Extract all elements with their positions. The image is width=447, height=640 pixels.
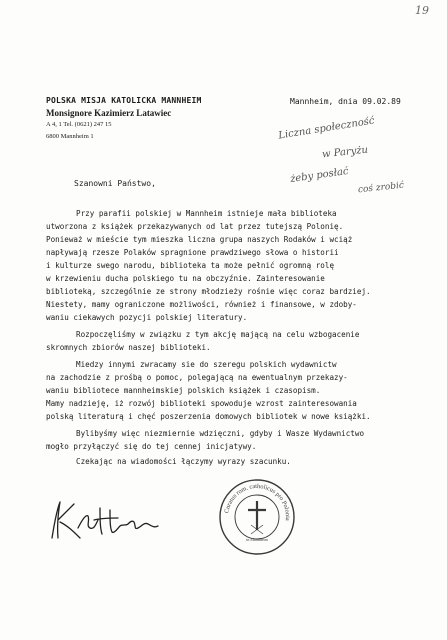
- body-line: Przy parafii polskiej w Mannheim istnieje mała biblioteka: [76, 209, 337, 218]
- handwritten-note-line: coś zrobić: [357, 180, 405, 196]
- body-line: w krzewieniu ducha polskiego tu na obczyźnie. Zainteresowanie: [46, 274, 325, 283]
- greeting: Szanowni Państwo,: [74, 179, 156, 188]
- body-line: skromnych zbiorów naszej biblioteki.: [46, 343, 211, 352]
- body-line: Ponieważ w mieście tym mieszka liczna grupa naszych Rodaków i wciąż: [46, 235, 353, 244]
- body-line: mogło przyłączyć się do tej cennej inicjatywy.: [46, 442, 257, 451]
- handwritten-note-line: w Paryżu: [321, 144, 369, 161]
- body-line: waniu ciekawych pozycji polskiej literatury.: [46, 313, 248, 322]
- body-line: Miedzy innymi zwracamy sie do szeregu polskich wydawnictw: [76, 360, 337, 369]
- stamp-bottom-text: in Mannheim: [246, 537, 268, 542]
- letter-date: Mannheim, dnia 09.02.89: [290, 97, 401, 106]
- letterhead-name: Monsignore Kazimierz Latawiec: [46, 108, 172, 118]
- handwritten-note-line: Liczna społeczność: [277, 115, 376, 142]
- letterhead-organization: POLSKA MISJA KATOLICKA MANNHEIM: [46, 96, 202, 105]
- letterhead-address: A 4, 1 Tel. (0621) 247 15: [46, 121, 112, 128]
- handwritten-note-line: żeby posłać: [289, 165, 350, 186]
- body-line: Bylibyśmy więc niezmiernie wdzięczni, gdyby i Wasze Wydawnictwo: [76, 429, 365, 438]
- body-line: polską literaturą i chęć poszerzenia domowych bibliotek w nowe książki.: [46, 412, 371, 421]
- body-line: waniu bibliotece mannheimskiej polskich książek i czasopism.: [46, 386, 321, 395]
- cross-icon: [248, 501, 266, 534]
- stamp-text: Curatus rom. catholicus pro Polonia: [223, 482, 292, 521]
- body-line: i kulturze swego narodu, biblioteka ta może pełnić ogromną rolę: [46, 261, 335, 270]
- body-line: Mamy nadzieję, iż rozwój biblioteki spowoduje wzrost zainteresowania: [46, 399, 357, 408]
- body-line: na zachodzie z prośbą o pomoc, polegającą na ewentualnym przekazy-: [46, 373, 348, 382]
- body-line: napływają rzesze Polaków spragnione prawdziwego słowa o historii: [46, 248, 339, 257]
- body-line: biblioteką, szczególnie ze strony młodzieży rośnie więc coraz bardziej.: [46, 287, 371, 296]
- body-line: Niestety, mamy ograniczone możliwości, również i finansowe, w zdoby-: [46, 300, 357, 309]
- body-line: utworzona z książek przekazywanych od lat przez tutejszą Polonię.: [46, 222, 344, 231]
- handwritten-signature: [48, 498, 163, 543]
- body-line: Rozpoczęliśmy w związku z tym akcję mającą na celu wzbogacenie: [76, 330, 360, 339]
- parish-stamp: [218, 478, 296, 556]
- letterhead-city: 6800 Mannheim 1: [46, 133, 94, 140]
- page-number: 19: [415, 4, 429, 17]
- body-line: Czekając na wiadomości łączymy wyrazy szacunku.: [76, 457, 291, 466]
